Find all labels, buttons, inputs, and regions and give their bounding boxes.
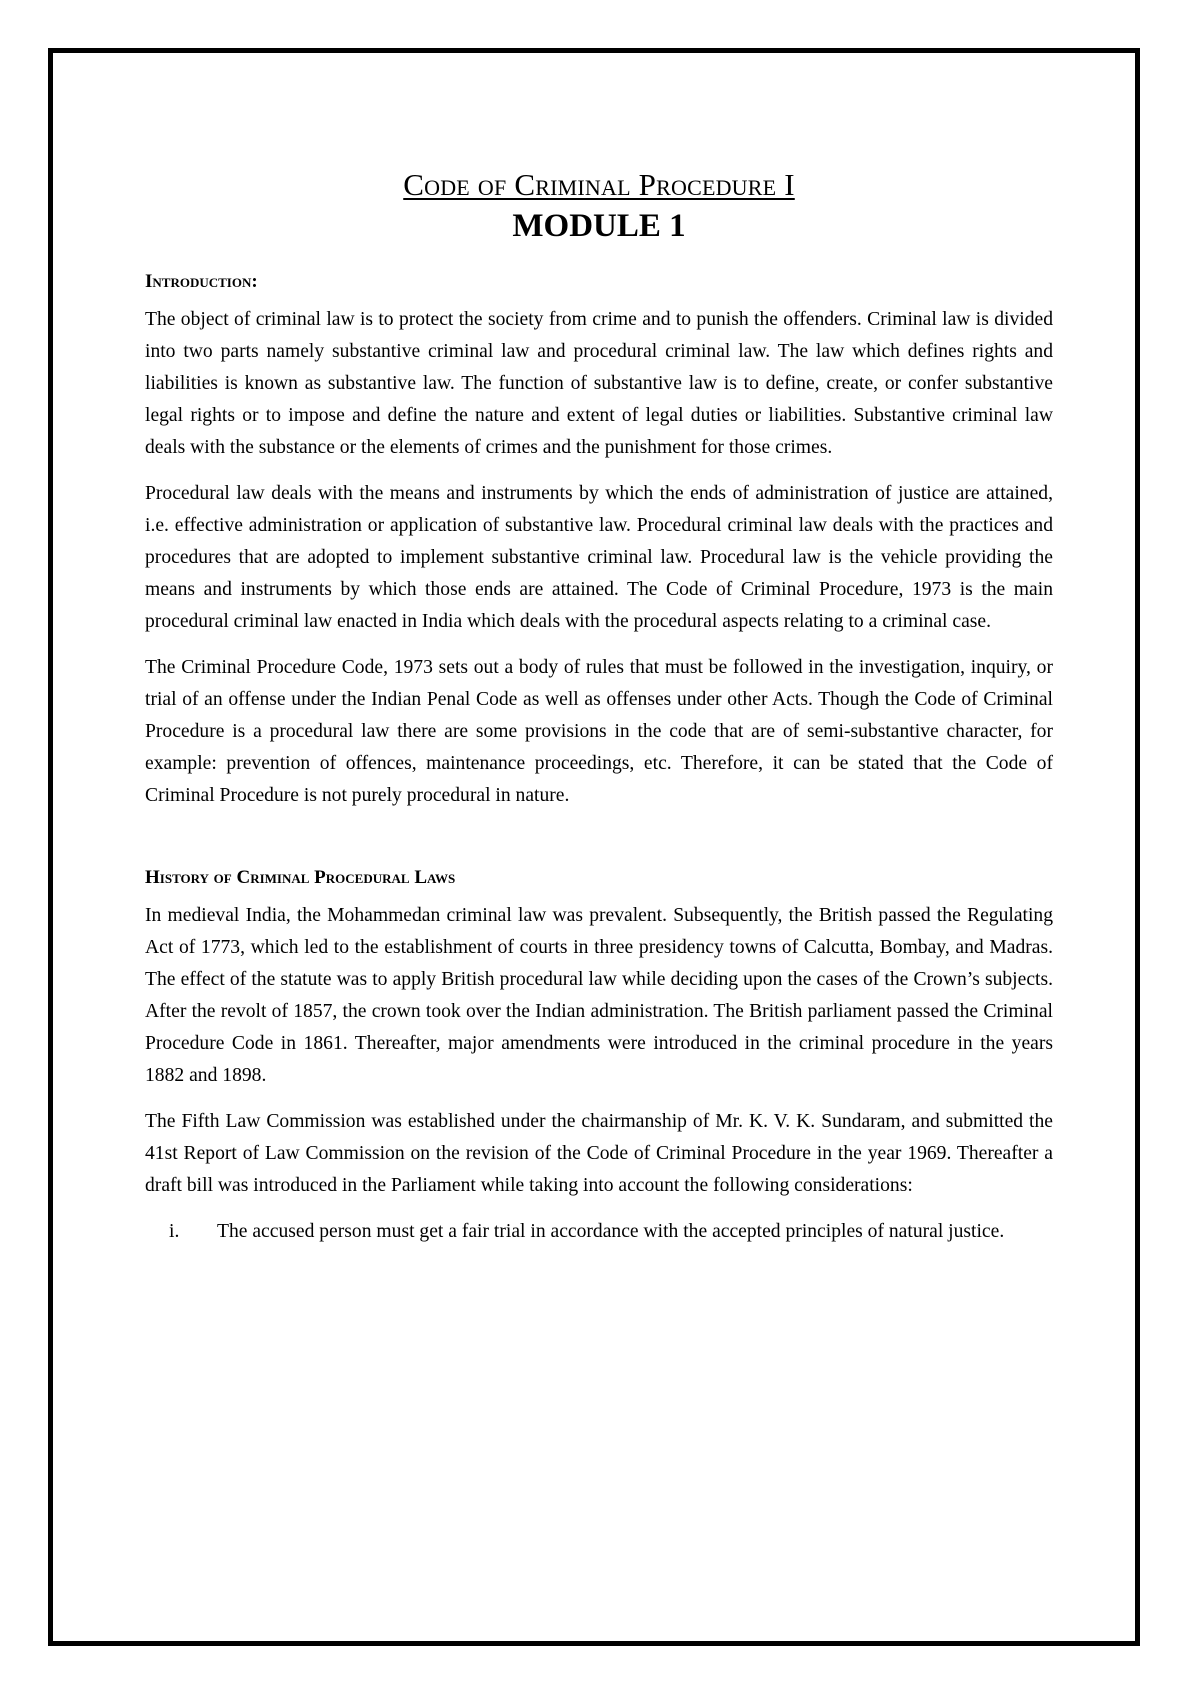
introduction-paragraph: The Criminal Procedure Code, 1973 sets out a body of rules that must be followed in the investigation, inquiry, or trial of an offense under the Indian Penal Code as well as offenses under other Acts. Though the Code of Criminal Procedure is a procedural law there are some provisions in the code that are of semi-substantive character, for example: prevention of offences, maintenance proceedings, etc. Therefore, it can be stated that the Code of Criminal Procedure is not purely procedural in nature. (145, 657, 1053, 806)
history-paragraph: The Fifth Law Commission was established under the chairmanship of Mr. K. V. K. Sundaram, and submitted the 41st Report of Law Commission on the revision of the Code of Criminal Procedure in the year 1969. Thereafter a draft bill was introduced in the Parliament while taking into account the following considerations: (145, 1111, 1053, 1196)
module-heading: MODULE 1 (512, 208, 686, 244)
introduction-heading: Introduction: (145, 271, 258, 292)
introduction-paragraph: The object of criminal law is to protect the society from crime and to punish the offenders. Criminal law is divided into two parts namely substantive criminal law and procedural criminal law. The law which defines rights and liabilities is known as substantive law. The function of substantive law is to define, create, or confer substantive legal rights or to impose and define the nature and extent of legal duties or liabilities. Substantive criminal law deals with the substance or the elements of crimes and the punishment for those crimes. (145, 309, 1053, 458)
history-heading: History of Criminal Procedural Laws (145, 867, 456, 888)
document-body (145, 168, 1053, 1248)
list-item (145, 1216, 1053, 1248)
history-paragraph: In medieval India, the Mohammedan criminal law was prevalent. Subsequently, the British passed the Regulating Act of 1773, which led to the establishment of courts in three presidency towns of Calcutta, Bombay, and Madras. The effect of the statute was to apply British procedural law while deciding upon the cases of the Crown’s subjects. After the revolt of 1857, the crown took over the Indian administration. The British parliament passed the Criminal Procedure Code in 1861. Thereafter, major amendments were introduced in the criminal procedure in the years 1882 and 1898. (145, 905, 1053, 1086)
document-title: Code of Criminal Procedure I (403, 167, 795, 202)
introduction-paragraph: Procedural law deals with the means and instruments by which the ends of administration of justice are attained, i.e. effective administration or application of substantive law. Procedural criminal law deals with the practices and procedures that are adopted to implement substantive criminal law. Procedural law is the vehicle providing the means and instruments by which those ends are attained. The Code of Criminal Procedure, 1973 is the main procedural criminal law enacted in India which deals with the procedural aspects relating to a criminal case. (145, 483, 1053, 632)
considerations-list (145, 1216, 1053, 1248)
list-item-text: The accused person must get a fair trial in accordance with the accepted principles of natural justice. (217, 1221, 1005, 1242)
list-marker: i. (169, 1221, 180, 1242)
